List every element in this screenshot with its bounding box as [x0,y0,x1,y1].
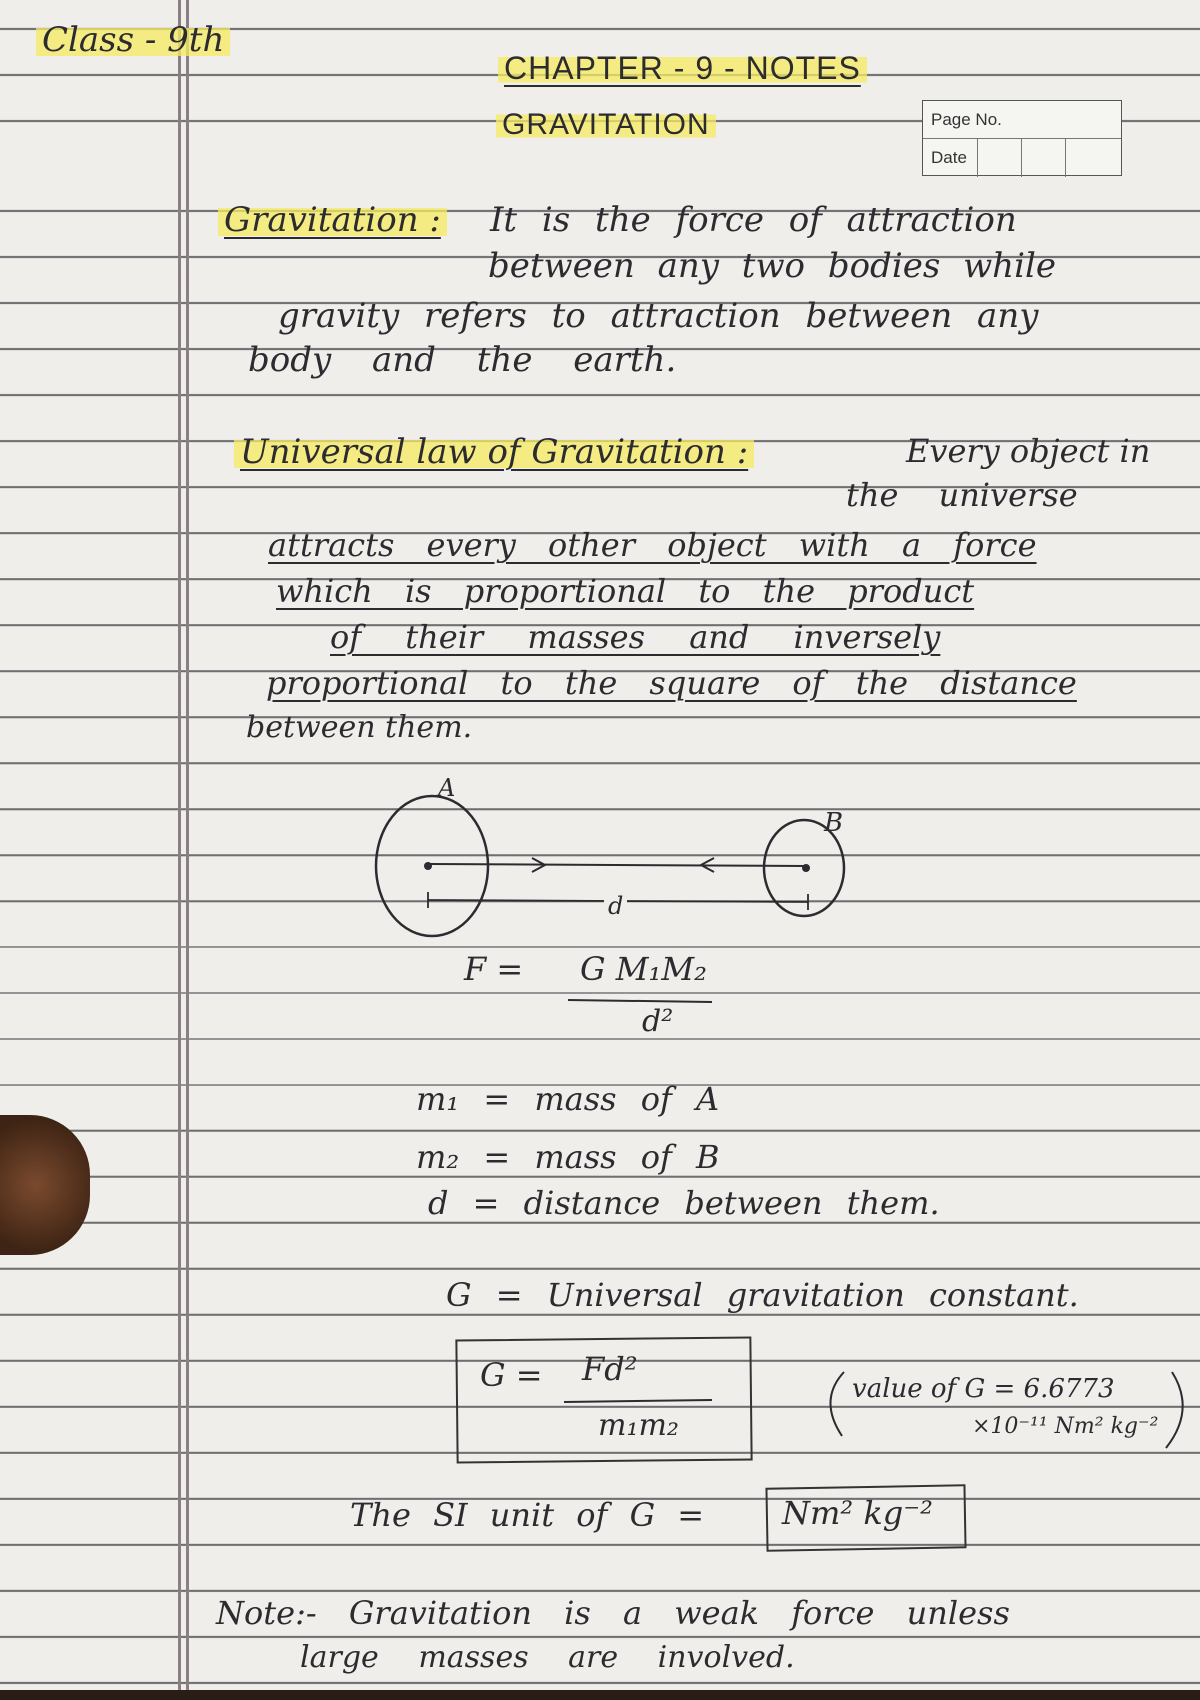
label-b: B [824,808,844,838]
chapter-title-text: CHAPTER - 9 - NOTES [498,50,867,86]
definition-line-3: gravity refers to attraction between any [278,296,1039,336]
gravitation-term-text: Gravitation : [218,200,447,240]
formula-numerator: G M₁M₂ [580,950,707,988]
formula-bar [568,1000,712,1002]
def-m1: m₁ = mass of A [416,1080,720,1118]
g-formula-denominator: m₁m₂ [598,1408,679,1443]
law-line-4: which is proportional to the product [276,572,975,610]
force-line [430,864,804,866]
si-unit-text: The SI unit of G = [350,1496,705,1534]
class-label: Class - 9th [36,20,230,60]
date-label: Date [931,148,967,167]
g-value-line-2: ×10⁻¹¹ Nm² kg⁻² [972,1414,1159,1439]
g-formula-lhs: G = [480,1356,543,1394]
definition-line-2: between any two bodies while [488,246,1056,286]
label-d: d [604,892,627,920]
value-bracket-right [1166,1372,1183,1448]
formula-denominator: d² [642,1004,674,1039]
definition-line-1: It is the force of attraction [490,200,1017,240]
def-d: d = distance between them. [428,1184,940,1222]
formula-lhs: F = [464,950,524,988]
g-formula-numerator: Fd² [582,1350,638,1388]
page-no-label: Page No. [931,109,1002,129]
label-a: A [438,774,456,802]
definition-line-4: body and the earth. [248,340,677,380]
g-value-line-1: value of G = 6.6773 [852,1374,1115,1404]
si-unit-value: Nm² kg⁻² [782,1494,933,1532]
law-line-5: of their masses and inversely [330,618,941,656]
law-line-2: the universe [846,476,1078,514]
law-term-text: Universal law of Gravitation : [234,432,754,472]
note-line-1: Note:- Gravitation is a weak force unless [216,1594,1010,1632]
law-line-3: attracts every other object with a force [268,526,1037,564]
subject-title-text: GRAVITATION [496,108,716,141]
def-g: G = Universal gravitation constant. [446,1276,1079,1314]
law-line-7: between them. [246,710,473,745]
law-line-1: Every object in [906,432,1151,470]
def-m2: m₂ = mass of B [416,1138,720,1176]
law-line-6: proportional to the square of the distance [266,664,1077,702]
value-bracket-left [830,1372,844,1436]
note-line-2: large masses are involved. [300,1640,795,1675]
